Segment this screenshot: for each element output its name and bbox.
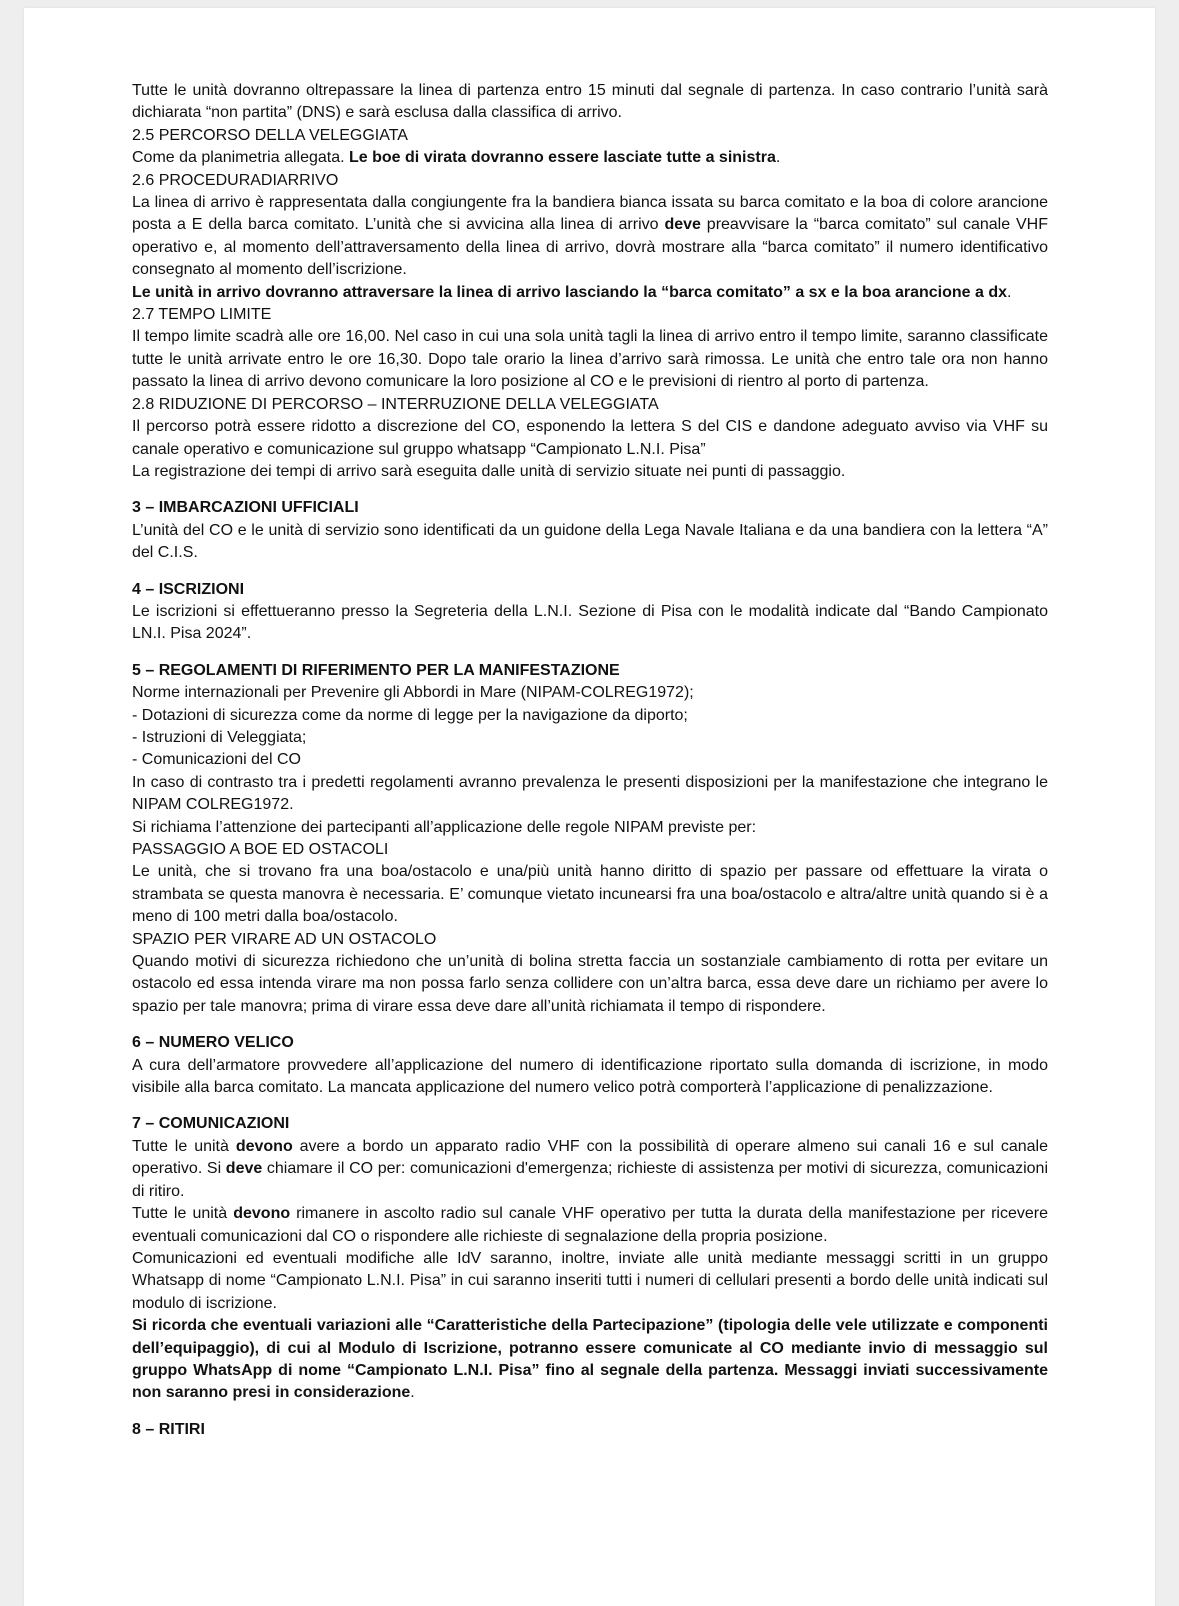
section-4-text: Le iscrizioni si effettueranno presso la Segreteria della L.N.I. Sezione di Pisa con le modalità indicate dal “Bando Campionato LN.I. Pisa 2024”.	[132, 602, 1048, 643]
section-2-8-text-1: Il percorso potrà essere ridotto a discrezione del CO, esponendo la lettera S del CIS e dandone adeguato avviso via VHF su canale operativo e comunicazione sul gruppo whatsapp “Campionato L.N.I. Pisa”	[132, 418, 1048, 458]
section-6-text: A cura dell’armatore provvedere all’applicazione del numero di identificazione riportato sulla domanda di iscrizione, in modo visibile alla barca comitato. La mancata applicazione del numero velico potrà comporterà l’applicazione di penalizzazione.	[132, 1056, 1048, 1097]
section-2-7-text: Il tempo limite scadrà alle ore 16,00. Nel caso in cui una sola unità tagli la linea di arrivo entro il tempo limite, saranno classificate tutte le unità arrivate entro le ore 16,30. Dopo tale orario la linea d’arrivo sarà rimossa. Le unità che entro tale ora non hanno passato la linea di arrivo devono comunicare la loro posizione al CO e le previsioni di rientro al porto di partenza.	[132, 328, 1048, 391]
section-2-8-title: 2.8 RIDUZIONE DI PERCORSO – INTERRUZIONE DELLA VELEGGIATA	[132, 395, 659, 413]
section-7-paragraph: Comunicazioni ed eventuali modifiche alle IdV saranno, inoltre, inviate alle unità mediante messaggi scritti in un gruppo Whatsapp di nome “Campionato L.N.I. Pisa” in cui saranno inseriti tutti i numeri di cellulari presenti a bordo delle unità indicati sul modulo di iscrizione.	[132, 1249, 1048, 1312]
section-6-title: 6 – NUMERO VELICO	[132, 1034, 294, 1052]
section-5-subtitle: SPAZIO PER VIRARE AD UN OSTACOLO	[132, 930, 437, 948]
section-4-title: 4 – ISCRIZIONI	[132, 580, 245, 598]
document-page	[24, 8, 1155, 1606]
section-2-7-title: 2.7 TEMPO LIMITE	[132, 306, 272, 324]
section-5-list-item: - Comunicazioni del CO	[132, 751, 301, 769]
section-5-subtitle: PASSAGGIO A BOE ED OSTACOLI	[132, 841, 389, 858]
section-5-title: 5 – REGOLAMENTI DI RIFERIMENTO PER LA MANIFESTAZIONE	[132, 661, 620, 679]
section-7-bold-note: Si ricorda che eventuali variazioni alle “Caratteristiche della Partecipazione” (tipologia delle vele utilizzate e componenti dell’equipaggio), di cui al Modulo di Iscrizione, potranno essere comunicate al CO mediante invio di messaggio sul gruppo WhatsApp di nome “Campionato L.N.I. Pisa” fino al segnale della partenza. Messaggi inviati successivamente non saranno presi in considerazione.	[132, 1317, 1048, 1402]
section-5-list-item: - Dotazioni di sicurezza come da norme di legge per la navigazione da diporto;	[132, 706, 688, 724]
section-5-paragraph: In caso di contrasto tra i predetti regolamenti avranno prevalenza le presenti disposizioni per la manifestazione che integrano le NIPAM COLREG1972.	[132, 773, 1048, 814]
section-8-title: 8 – RITIRI	[132, 1420, 205, 1438]
section-2-5-title: 2.5 PERCORSO DELLA VELEGGIATA	[132, 126, 408, 144]
section-2-8-text-2: La registrazione dei tempi di arrivo sarà eseguita dalle unità di servizio situate nei punti di passaggio.	[132, 462, 846, 480]
section-5-paragraph: Quando motivi di sicurezza richiedono che un’unità di bolina stretta faccia un sostanziale cambiamento di rotta per evitare un ostacolo ed essa intenda virare ma non possa farlo senza collidere con un’altra barca, essa deve dare un richiamo per avere lo spazio per tale manovra; prima di virare essa deve dare all’unità richiamata il tempo di rispondere.	[132, 953, 1048, 1015]
section-7-paragraph: Tutte le unità devono rimanere in ascolto radio sul canale VHF operativo per tutta la durata della manifestazione per ricevere eventuali comunicazioni dal CO o rispondere alle richieste di segnalazione della propria posizione.	[132, 1205, 1048, 1245]
section-2-6-bold-note: Le unità in arrivo dovranno attraversare la linea di arrivo lasciando la “barca comitato” a sx e la boa arancione a dx.	[132, 283, 1012, 301]
section-2-5-text: Come da planimetria allegata. Le boe di virata dovranno essere lasciate tutte a sinistra.	[132, 149, 781, 167]
section-2-6-text: La linea di arrivo è rappresentata dalla congiungente fra la bandiera bianca issata su barca comitato e la boa di colore arancione posta a E della barca comitato. L’unità che si avvicina alla linea di arrivo deve preavvisare la “barca comitato” sul canale VHF operativo e, al momento dell’attraversamento della linea di arrivo, dovrà mostrare alla “barca comitato” il numero identificativo consegnato al momento dell’iscrizione.	[132, 194, 1049, 279]
section-2-6-title: 2.6 PROCEDURADIARRIVO	[132, 171, 339, 189]
document-body	[132, 80, 1048, 1441]
paragraph-start-rule: Tutte le unità dovranno oltrepassare la linea di partenza entro 15 minuti dal segnale di partenza. In caso contrario l’unità sarà dichiarata “non partita” (DNS) e sarà esclusa dalla classifica di arrivo.	[132, 82, 1048, 122]
section-7-title: 7 – COMUNICAZIONI	[132, 1115, 290, 1133]
section-5-list-item: Norme internazionali per Prevenire gli Abbordi in Mare (NIPAM-COLREG1972);	[132, 684, 694, 702]
section-7-paragraph: Tutte le unità devono avere a bordo un apparato radio VHF con la possibilità di operare almeno sui canali 16 e sul canale operativo. Si deve chiamare il CO per: comunicazioni d'emergenza; richieste di assistenza per motivi di sicurezza, comunicazioni di ritiro.	[132, 1137, 1049, 1200]
section-5-paragraph: Si richiama l’attenzione dei partecipanti all’applicazione delle regole NIPAM previste per:	[132, 818, 757, 836]
section-5-list-item: - Istruzioni di Veleggiata;	[132, 728, 307, 746]
section-3-title: 3 – IMBARCAZIONI UFFICIALI	[132, 499, 359, 517]
section-3-text: L’unità del CO e le unità di servizio sono identificati da un guidone della Lega Navale Italiana e da una bandiera con la lettera “A” del C.I.S.	[132, 521, 1048, 562]
section-5-paragraph: Le unità, che si trovano fra una boa/ostacolo e una/più unità hanno diritto di spazio per passare od effettuare la virata o strambata se questa manovra è necessaria. E’ comunque vietato incunearsi fra una boa/ostacolo e altra/altre unità quando si è a meno di 100 metri dalla boa/ostacolo.	[132, 863, 1048, 926]
